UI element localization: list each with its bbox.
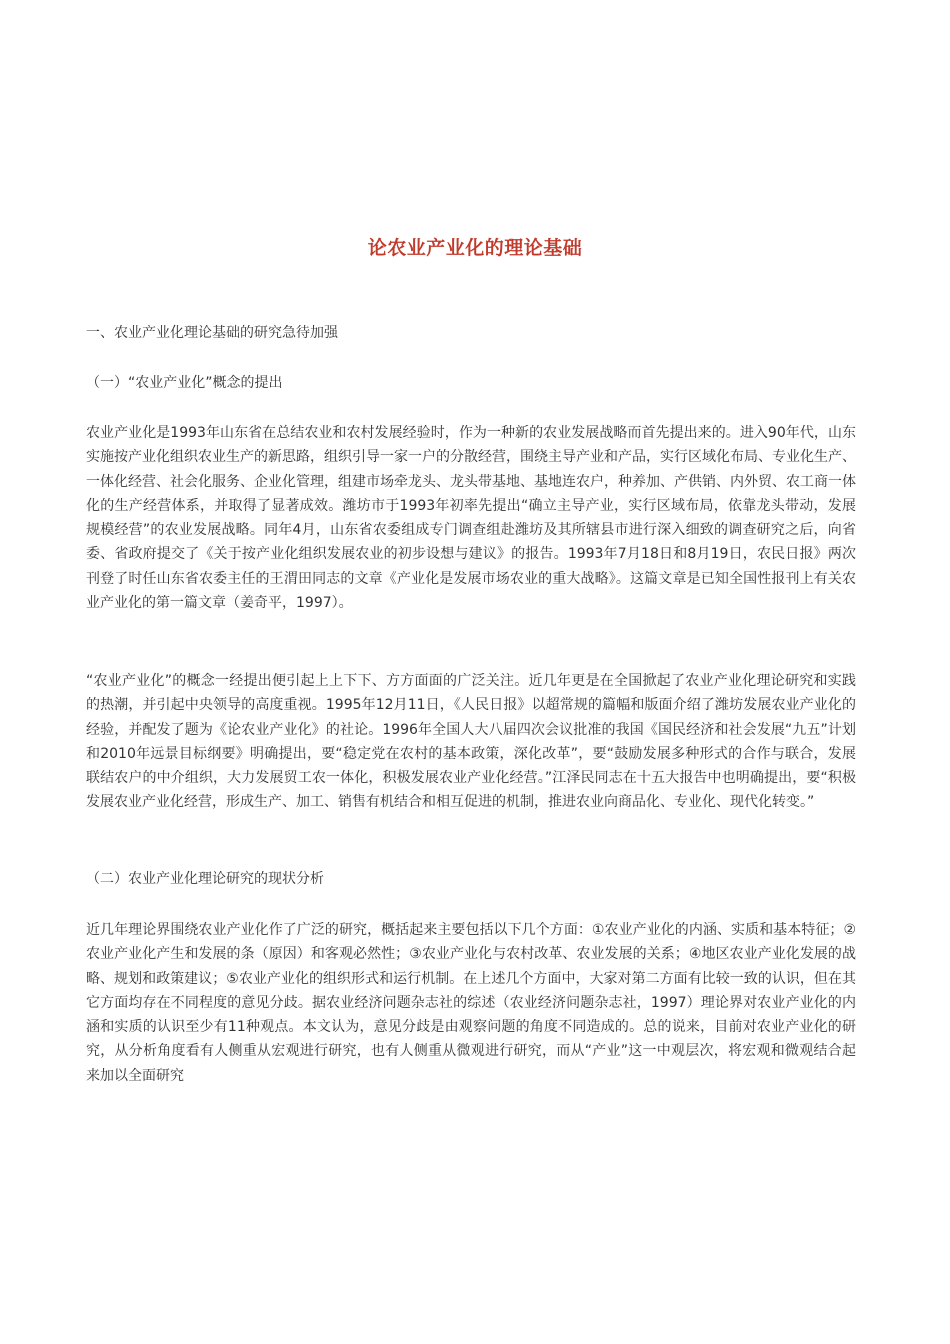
document-title: 论农业产业化的理论基础: [367, 237, 583, 259]
body-paragraph: “农业产业化”的概念一经提出便引起上上下下、方方面面的广泛关注。近几年更是在全国掀起了农业产业化理论研究和实践的热潮，并引起中央领导的高度重视。1995年12月11日，《人民日报》以超常规的篇幅和版面介绍了潍坊发展农业产业化的经验，并配发了题为《论农业产业化》的社论。1996年全国人大八届四次会议批准的我国《国民经济和社会发展“九五”计划和2010年远景目标纲要》明确提出，要“稳定党在农村的基本政策，深化改革”，要“鼓励发展多种形式的合作与联合，发展联结农户的中介组织，大力发展贸工农一体化，积极发展农业产业化经营。”江泽民同志在十五大报告中也明确提出，要“积极发展农业产业化经营，形成生产、加工、销售有机结合和相互促进的机制，推进农业向商品化、专业化、现代化转变。”: [86, 673, 856, 811]
subsection-heading: （二）农业产业化理论研究的现状分析: [86, 871, 324, 887]
subsection-heading: （一）“农业产业化”概念的提出: [86, 375, 283, 391]
section-heading: 一、农业产业化理论基础的研究急待加强: [86, 325, 338, 341]
body-paragraph: 近几年理论界围绕农业产业化作了广泛的研究，概括起来主要包括以下几个方面：①农业产业化的内涵、实质和基本特征；②农业产业化产生和发展的条（原因）和客观必然性；③农业产业化与农村改革、农业发展的关系；④地区农业产业化发展的战略、规划和政策建议；⑤农业产业化的组织形式和运行机制。在上述几个方面中，大家对第二方面有比较一致的认识，但在其它方面均存在不同程度的意见分歧。据农业经济问题杂志社的综述（农业经济问题杂志社，1997）理论界对农业产业化的内涵和实质的认识至少有11种观点。本文认为，意见分歧是由观察问题的角度不同造成的。总的说来，目前对农业产业化的研究，从分析角度看有人侧重从宏观进行研究，也有人侧重从微观进行研究，而从“产业”这一中观层次，将宏观和微观结合起来加以全面研究: [86, 922, 856, 1084]
body-paragraph: 农业产业化是1993年山东省在总结农业和农村发展经验时，作为一种新的农业发展战略而首先提出来的。进入90年代，山东实施按产业化组织农业生产的新思路，组织引导一家一户的分散经营，围绕主导产业和产品，实行区域化布局、专业化生产、一体化经营、社会化服务、企业化管理，组建市场牵龙头、龙头带基地、基地连农户，种养加、产供销、内外贸、农工商一体化的生产经营体系，并取得了显著成效。潍坊市于1993年初率先提出“确立主导产业，实行区域布局，依靠龙头带动，发展规模经营”的农业发展战略。同年4月，山东省农委组成专门调查组赴潍坊及其所辖县市进行深入细致的调查研究之后，向省委、省政府提交了《关于按产业化组织发展农业的初步设想与建议》的报告。1993年7月18日和8月19日，农民日报》两次刊登了时任山东省农委主任的王渭田同志的文章《产业化是发展市场农业的重大战略》。这篇文章是已知全国性报刊上有关农业产业化的第一篇文章（姜奇平，1997）。: [86, 425, 856, 612]
